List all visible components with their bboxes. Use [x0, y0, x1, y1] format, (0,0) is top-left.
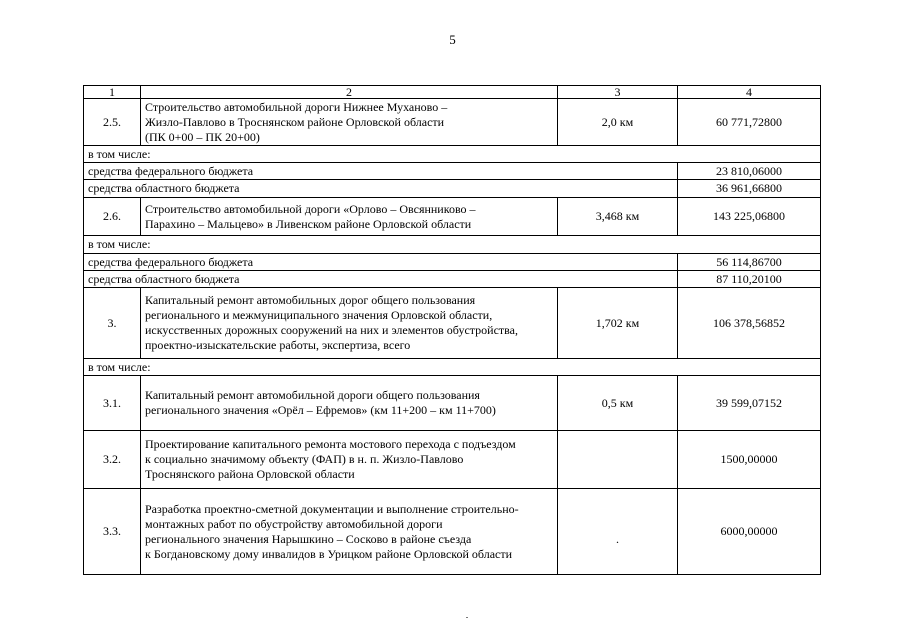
row-description: [141, 376, 558, 431]
row-amount: 106 378,56852: [678, 288, 821, 359]
row-amount: 39 599,07152: [678, 376, 821, 431]
description-line: Жизло-Павлово в Троснянском районе Орловской области: [145, 114, 445, 129]
table-row: [84, 431, 821, 489]
row-description: [141, 489, 558, 575]
budget-table: [83, 85, 821, 575]
funding-amount: 36 961,66800: [678, 180, 821, 198]
description-line: регионального значения «Орёл – Ефремов» (км 11+200 – км 11+700): [145, 403, 496, 417]
page-number: 5: [449, 32, 456, 47]
description-line: Проектирование капитального ремонта мостового перехода с подъездом: [145, 437, 516, 451]
table-row: [84, 146, 821, 163]
table-row: [84, 99, 821, 146]
row-length: 3,468 км: [558, 198, 678, 236]
header-col-3: 3: [558, 86, 678, 99]
row-description: [141, 198, 558, 236]
row-number: 3.2.: [84, 431, 141, 489]
description-line: (ПК 0+00 – ПК 20+00): [145, 129, 260, 144]
header-col-4: 4: [678, 86, 821, 99]
table-row: [84, 180, 821, 198]
row-number: 3.3.: [84, 489, 141, 575]
table-row: [84, 163, 821, 180]
table-row: [84, 236, 821, 254]
description-line: искусственных дорожных сооружений на них и элементов обустройства,: [145, 323, 518, 337]
description-line: Парахино – Мальцево» в Ливенском районе Орловской области: [145, 216, 472, 231]
table-row: [84, 359, 821, 376]
row-amount: 6000,00000: [678, 489, 821, 575]
row-amount: 143 225,06800: [678, 198, 821, 236]
subtotal-caption: в том числе:: [84, 359, 821, 376]
funding-source-label: средства областного бюджета: [84, 271, 678, 288]
description-line: Строительство автомобильной дороги Нижнее Муханово –: [145, 99, 448, 114]
header-col-1: 1: [84, 86, 141, 99]
row-number: 2.5.: [84, 99, 141, 146]
row-length: [558, 489, 678, 575]
description-line: регионального и межмуниципального значения Орловской области,: [145, 308, 493, 322]
table-row: [84, 271, 821, 288]
subtotal-caption: в том числе:: [84, 236, 821, 254]
row-length: 0,5 км: [558, 376, 678, 431]
header-col-2: 2: [141, 86, 558, 99]
row-length: [558, 431, 678, 489]
table-row: [84, 198, 821, 236]
table-row: [84, 288, 821, 359]
row-description: [141, 288, 558, 359]
description-line: монтажных работ по обустройству автомобильной дороги: [145, 516, 443, 531]
length-mark: .: [616, 531, 619, 546]
table-row: [84, 254, 821, 271]
description-line: к социально значимому объекту (ФАП) в н. п. Жизло-Павлово: [145, 452, 464, 466]
description-line: к Богдановскому дому инвалидов в Урицком районе Орловской области: [145, 546, 513, 561]
row-length: 2,0 км: [558, 99, 678, 146]
funding-source-label: средства федерального бюджета: [84, 163, 678, 180]
funding-amount: 87 110,20100: [678, 271, 821, 288]
row-amount: 1500,00000: [678, 431, 821, 489]
funding-source-label: средства федерального бюджета: [84, 254, 678, 271]
description-line: проектно-изыскательские работы, экспертиза, всего: [145, 338, 411, 352]
table-header-row: [84, 86, 821, 99]
table-row: [84, 489, 821, 575]
description-line: Разработка проектно-сметной документации и выполнение строительно-: [145, 501, 519, 516]
table-row: [84, 376, 821, 431]
description-line: Капитальный ремонт автомобильных дорог общего пользования: [145, 293, 476, 307]
row-description: [141, 99, 558, 146]
funding-amount: 23 810,06000: [678, 163, 821, 180]
row-amount: 60 771,72800: [678, 99, 821, 146]
description-line: Троснянского района Орловской области: [145, 467, 355, 481]
row-number: 3.: [84, 288, 141, 359]
row-number: 2.6.: [84, 198, 141, 236]
funding-amount: 56 114,86700: [678, 254, 821, 271]
description-line: Строительство автомобильной дороги «Орлово – Овсянниково –: [145, 201, 476, 216]
row-description: [141, 431, 558, 489]
scan-artifact: [466, 617, 468, 618]
funding-source-label: средства областного бюджета: [84, 180, 678, 198]
description-line: регионального значения Нарышкино – Сосково в районе съезда: [145, 531, 472, 546]
row-length: 1,702 км: [558, 288, 678, 359]
row-number: 3.1.: [84, 376, 141, 431]
subtotal-caption: в том числе:: [84, 146, 821, 163]
description-line: Капитальный ремонт автомобильной дороги общего пользования: [145, 388, 480, 402]
